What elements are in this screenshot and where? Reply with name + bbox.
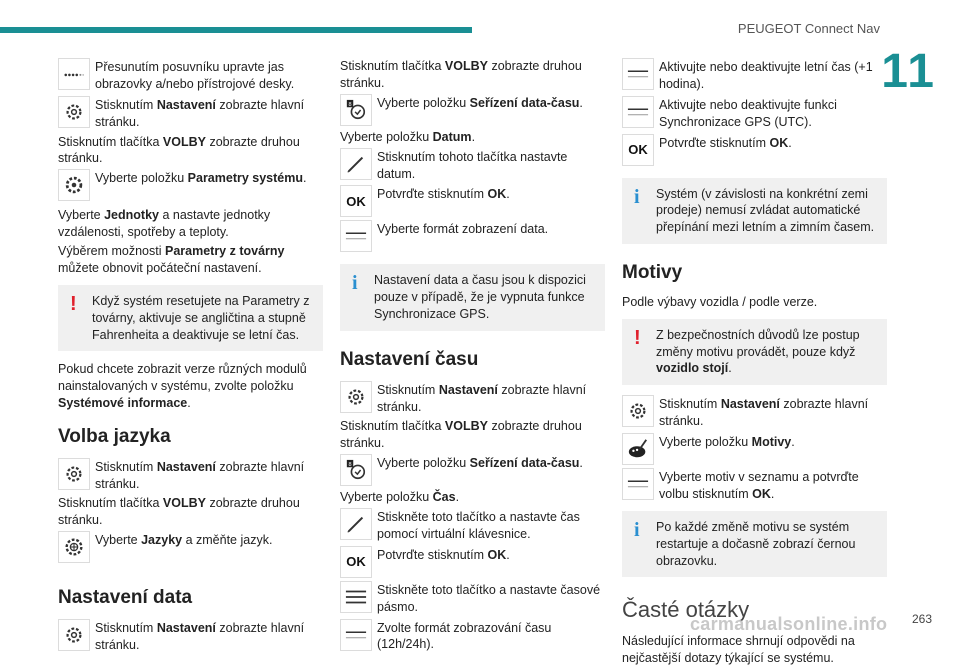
language-globe-icon xyxy=(58,531,90,563)
step-timezone xyxy=(340,581,605,616)
step-text: Stisknutím tohoto tlačítka nastavte datum. xyxy=(377,149,568,181)
step-text: Aktivujte nebo deaktivujte letní čas (+1 hodina). xyxy=(659,60,873,91)
step-text: Přesunutím posuvníku upravte jas obrazovky a/nebo přístrojové desky. xyxy=(95,60,295,91)
step-confirm xyxy=(340,185,605,217)
section-heading-themes: Motivy xyxy=(622,262,683,284)
warning-note xyxy=(622,319,887,386)
page-number: 263 xyxy=(911,612,932,626)
step-date-format xyxy=(340,220,605,252)
paragraph: Stisknutím tlačítka VOLBY zobrazte druhou stránku. xyxy=(340,59,582,90)
column-1 xyxy=(58,58,323,657)
paragraph: Následující informace shrnují odpovědi na nejčastější dotazy týkající se systému. xyxy=(622,634,855,665)
settings-gear-icon xyxy=(58,96,90,128)
watermark: carmanualsonline.info xyxy=(690,614,888,634)
svg-text:8: 8 xyxy=(348,101,352,108)
slider-icon xyxy=(58,58,90,90)
step-text: Aktivujte nebo deaktivujte funkci Synchronizace GPS (UTC). xyxy=(659,97,837,129)
step-edit-date xyxy=(340,148,605,183)
toggle-icon xyxy=(622,58,654,90)
settings-gear-icon xyxy=(58,458,90,490)
step-time-format xyxy=(340,619,605,654)
info-icon: i xyxy=(634,518,640,541)
ok-icon: OK xyxy=(340,185,372,217)
info-note xyxy=(622,178,887,245)
step-text: Potvrďte stisknutím OK. xyxy=(377,187,510,202)
info-icon: i xyxy=(634,185,640,208)
step-system-params xyxy=(58,169,323,201)
paragraph: Stisknutím tlačítka VOLBY zobrazte druhou stránku. xyxy=(340,419,582,451)
ok-icon: OK xyxy=(340,546,372,578)
step-datetime xyxy=(340,454,605,486)
step-settings xyxy=(622,395,887,430)
paragraph: Stisknutím tlačítka VOLBY zobrazte druhou stránku. xyxy=(58,134,300,166)
format-toggle-icon xyxy=(340,220,372,252)
clock-icon xyxy=(340,94,372,126)
section-heading-faq: Časté otázky xyxy=(622,597,750,623)
paragraph: Výběrem možnosti Parametry z továrny můžete obnovit počáteční nastavení. xyxy=(58,244,285,275)
paragraph: Pokud chcete zobrazit verze různých modulů nainstalovaných v systému, zvolte položku Systémové informace. xyxy=(58,362,307,411)
step-themes xyxy=(622,433,887,465)
step-text: Stiskněte toto tlačítko a nastavte čas pomocí virtuální klávesnice. xyxy=(377,510,580,541)
clock-icon xyxy=(340,454,372,486)
step-settings xyxy=(58,458,323,493)
step-languages xyxy=(58,531,323,563)
paragraph: Vyberte položku Čas. xyxy=(340,490,460,505)
settings-gear-icon xyxy=(340,381,372,413)
step-confirm xyxy=(622,134,887,166)
paragraph: Vyberte Jednotky a nastavte jednotky vzdálenosti, spotřeby a teploty. xyxy=(58,208,271,240)
step-text: Vyberte motiv v seznamu a potvrďte volbu stisknutím OK. xyxy=(659,470,859,501)
step-confirm xyxy=(340,546,605,578)
info-note xyxy=(622,511,887,578)
paragraph: Stisknutím tlačítka VOLBY zobrazte druhou stránku. xyxy=(58,496,300,528)
step-settings xyxy=(58,96,323,131)
manual-title: PEUGEOT Connect Nav xyxy=(737,21,880,36)
section-heading-language: Volba jazyka xyxy=(58,426,171,447)
step-summer-time xyxy=(622,58,887,93)
ok-icon: OK xyxy=(622,134,654,166)
format-toggle-icon xyxy=(340,619,372,651)
toggle-icon xyxy=(622,96,654,128)
settings-gear-icon xyxy=(58,619,90,651)
step-text: Vyberte položku Parametry systému. xyxy=(95,171,307,186)
chapter-number: 11 xyxy=(881,45,936,98)
step-text: Stisknutím Nastavení zobrazte hlavní stránku. xyxy=(659,397,869,429)
step-text: Stisknutím Nastavení zobrazte hlavní stránku. xyxy=(95,97,305,129)
warning-icon: ! xyxy=(634,326,641,349)
warning-icon: ! xyxy=(70,292,77,315)
step-gps-sync xyxy=(622,96,887,131)
info-icon: i xyxy=(352,272,358,295)
step-text: Stisknutím Nastavení zobrazte hlavní stránku. xyxy=(377,382,587,414)
note-text: Nastavení data a času jsou k dispozici pouze v případě, že je vypnuta funkce Synchronizace GPS. xyxy=(374,273,586,322)
section-heading-date: Nastavení data xyxy=(58,587,193,609)
header-accent-bar xyxy=(0,27,472,33)
note-text: Když systém resetujete na Parametry z továrny, aktivuje se angličtina a stupně Fahrenheita a deaktivuje se letní čas. xyxy=(92,293,310,342)
step-text: Vyberte položku Motivy. xyxy=(659,435,795,450)
pencil-icon xyxy=(340,508,372,540)
svg-text:8: 8 xyxy=(348,462,352,469)
step-text: Stiskněte toto tlačítko a nastavte časové pásmo. xyxy=(377,582,601,614)
settings-gear-icon xyxy=(622,395,654,427)
paragraph: Vyberte položku Datum. xyxy=(340,129,476,144)
note-text: Z bezpečnostních důvodů lze postup změny motivu provádět, pouze když vozidlo stojí. xyxy=(656,327,860,376)
pencil-icon xyxy=(340,148,372,180)
step-text: Vyberte Jazyky a změňte jazyk. xyxy=(95,533,273,548)
step-settings xyxy=(58,619,323,654)
step-text: Potvrďte stisknutím OK. xyxy=(377,547,510,562)
step-datetime xyxy=(340,94,605,126)
step-settings xyxy=(340,381,605,416)
warning-note xyxy=(58,285,323,352)
column-2 xyxy=(340,58,605,656)
step-brightness xyxy=(58,58,323,93)
step-text: Potvrďte stisknutím OK. xyxy=(659,135,792,150)
step-edit-time xyxy=(340,508,605,543)
step-text: Vyberte formát zobrazení data. xyxy=(377,222,549,237)
step-text: Vyberte položku Seřízení data-času. xyxy=(377,95,583,110)
system-gear-icon xyxy=(58,169,90,201)
step-text: Stisknutím Nastavení zobrazte hlavní stránku. xyxy=(95,620,305,652)
info-note xyxy=(340,264,605,331)
list-select-icon xyxy=(622,468,654,500)
palette-icon xyxy=(622,433,654,465)
step-text: Stisknutím Nastavení zobrazte hlavní stránku. xyxy=(95,459,305,491)
section-heading-time: Nastavení času xyxy=(340,349,479,370)
note-text: Systém (v závislosti na konkrétní zemi prodeje) nemusí zvládat automatické přepínání mezi letním a zimním časem. xyxy=(656,186,875,235)
list-icon xyxy=(340,581,372,613)
step-text: Zvolte formát zobrazování času (12h/24h). xyxy=(377,620,552,652)
step-text: Vyberte položku Seřízení data-času. xyxy=(377,456,583,471)
paragraph: Podle výbavy vozidla / podle verze. xyxy=(622,294,818,309)
note-text: Po každé změně motivu se systém restartuje a dočasně zobrazí černou obrazovku. xyxy=(656,519,856,568)
step-select-theme xyxy=(622,468,887,503)
column-3 xyxy=(622,58,887,669)
